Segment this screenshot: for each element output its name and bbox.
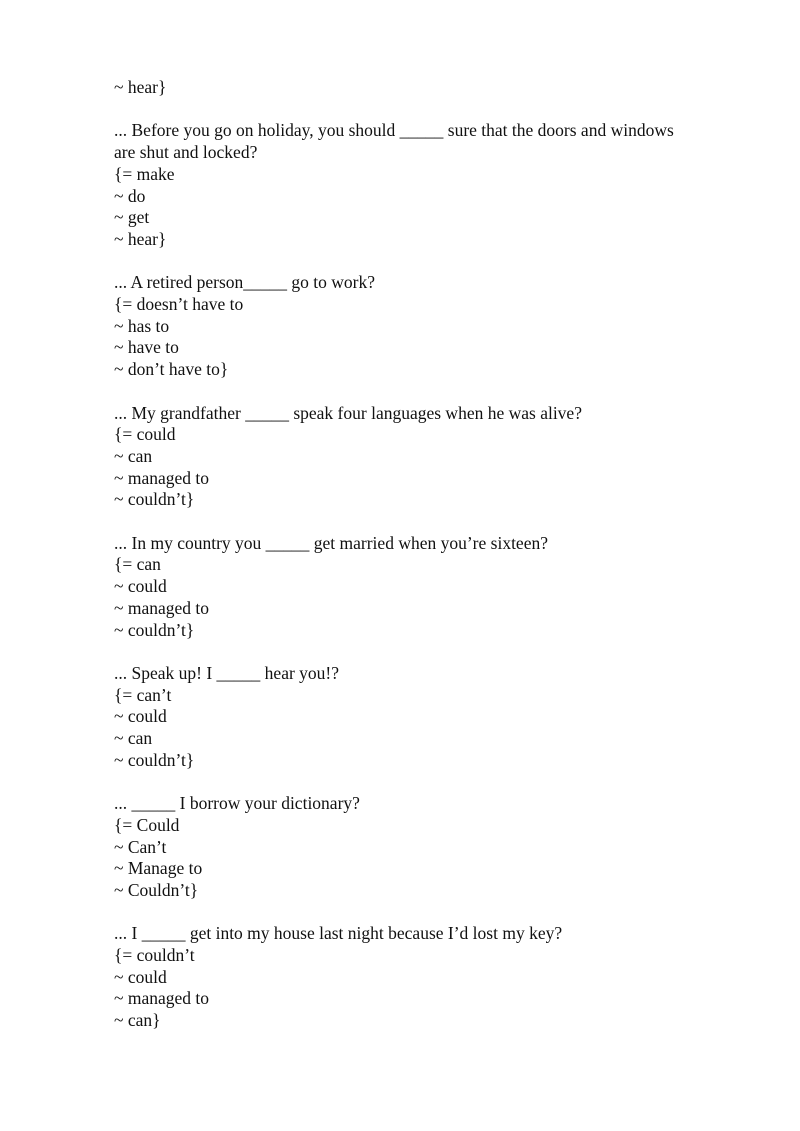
question-block xyxy=(114,403,734,512)
answer-option: ~ Couldn’t} xyxy=(114,879,199,900)
question-block xyxy=(114,793,734,902)
question-stem: ... In my country you _____ get married when you’re sixteen? xyxy=(114,532,548,553)
question-block xyxy=(114,663,734,772)
answer-option: ~ could xyxy=(114,576,167,597)
answer-option: ~ has to xyxy=(114,315,170,336)
question-block xyxy=(114,533,734,642)
question-stem: ... I _____ get into my house last night because I’d lost my key? xyxy=(114,923,563,944)
question-stem: ... A retired person_____ go to work? xyxy=(114,272,375,293)
answer-option: {= Could xyxy=(114,814,180,835)
answer-option: {= can xyxy=(114,554,161,575)
question-stem: ... Speak up! I _____ hear you!? xyxy=(114,662,340,683)
answer-option: ~ Can’t xyxy=(114,836,167,857)
answer-option: ~ do xyxy=(114,185,146,206)
answer-option: ~ can} xyxy=(114,1010,161,1031)
answer-option: {= could xyxy=(114,424,176,445)
answer-option: ~ could xyxy=(114,966,167,987)
answer-option: ~ managed to xyxy=(114,467,209,488)
question-block xyxy=(114,120,734,250)
answer-option: ~ don’t have to} xyxy=(114,359,229,380)
question-stem: ... Before you go on holiday, you should _____ sure that the doors and windows xyxy=(114,120,674,141)
question-block xyxy=(114,272,734,381)
answer-option: ~ managed to xyxy=(114,597,209,618)
question-stem: ... _____ I borrow your dictionary? xyxy=(114,793,360,814)
answer-option: ~ couldn’t} xyxy=(114,749,195,770)
answer-option: ~ managed to xyxy=(114,988,209,1009)
answer-option: {= make xyxy=(114,163,175,184)
intro-line: ~ hear} xyxy=(114,77,167,97)
question-block xyxy=(114,923,734,1032)
answer-option: {= couldn’t xyxy=(114,945,195,966)
answer-option: ~ couldn’t} xyxy=(114,489,195,510)
question-stem: ... My grandfather _____ speak four languages when he was alive? xyxy=(114,402,582,423)
document-body xyxy=(114,77,734,1032)
answer-option: ~ Manage to xyxy=(114,858,203,879)
answer-option: ~ can xyxy=(114,728,153,749)
answer-option: ~ could xyxy=(114,706,167,727)
answer-option: ~ hear} xyxy=(114,228,167,249)
answer-option: ~ couldn’t} xyxy=(114,619,195,640)
answer-option: ~ get xyxy=(114,207,150,228)
answer-option: {= doesn’t have to xyxy=(114,294,244,314)
answer-option: {= can’t xyxy=(114,684,172,705)
question-stem: are shut and locked? xyxy=(114,142,258,163)
answer-option: ~ have to xyxy=(114,337,179,358)
answer-option: ~ can xyxy=(114,445,153,466)
